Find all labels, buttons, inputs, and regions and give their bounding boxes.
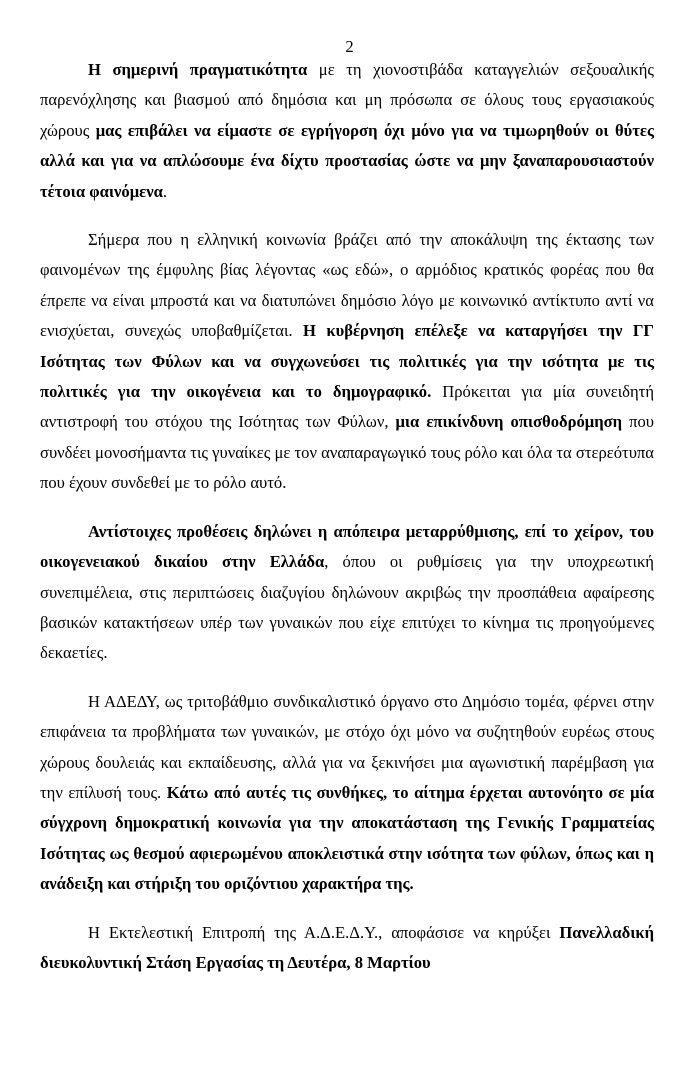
text-regular: με τη χιονοστιβάδα καταγγελιών σεξουαλικής παρενόχλησης και βιασμού από δημόσια και μη πρόσωπα σε όλους τους εργασιακούς χώρους: [40, 60, 654, 140]
document-body: [40, 55, 654, 978]
text-bold: Η κυβέρνηση επέλεξε να καταργήσει την ΓΓ Ισότητας των Φύλων και να συγχωνεύσει τις πολιτικές για την ισότητα με τις πολιτικές για την οικογένεια και το δημογραφικό.: [40, 321, 654, 402]
text-bold: Κάτω από αυτές τις συνθήκες, το αίτημα έρχεται αυτονόητο σε μία σύγχρονη δημοκρατική κοινωνία για την αποκατάσταση της Γενικής Γραμματείας Ισότητας ως θεσμού αφιερωμένου αποκλειστικά στην ισότητα των φύλων, όπως και η ανάδειξη και στήριξη του οριζόντιου χαρακτήρα της.: [40, 782, 654, 894]
paragraph-adedy: [40, 687, 654, 900]
paragraph-gender-secretariat: [40, 225, 654, 499]
text-regular: Πρόκειται για μία συνειδητή αντιστροφή του στόχου της Ισότητας των Φύλων,: [40, 382, 655, 432]
text-regular: , όπου οι ρυθμίσεις για την υποχρεωτική συνεπιμέλεια, στις περιπτώσεις διαζυγίου δηλώνουν ακριβώς την προσπάθεια αφαίρεσης βασικών κατακτήσεων υπέρ των γυναικών που είχε επιτύχει το κίνημα τις προηγούμενες δεκαετίες.: [40, 552, 654, 663]
paragraph-intro: [40, 55, 654, 207]
text-bold: μια επικίνδυνη οπισθοδρόμηση: [395, 412, 623, 432]
text-regular: που συνδέει μονοσήμαντα τις γυναίκες με τον αναπαραγωγικό τους ρόλο και όλα τα στερεότυπα που έχουν συνδεθεί με το ρόλο αυτό.: [40, 412, 654, 493]
text-regular: Η ΑΔΕΔΥ, ως τριτοβάθμιο συνδικαλιστικό όργανο στο Δημόσιο τομέα, φέρνει στην επιφάνεια τα προβλήματα των γυναικών, με στόχο όχι μόνο να συζητηθούν ευρέως στους χώρους δουλειάς και εκπαίδευσης, αλλά για να ξεκινήσει μια αγωνιστική παρέμβαση για την επίλυσή τους.: [40, 691, 654, 802]
text-bold: Η σημερινή πραγματικότητα: [88, 60, 308, 79]
text-bold: Πανελλαδική διευκολυντική Στάση Εργασίας τη Δευτέρα, 8 Μαρτίου: [40, 922, 654, 972]
text-bold: μας επιβάλει να είμαστε σε εγρήγορση όχι μόνο για να τιμωρηθούν οι θύτες αλλά και για να απλώσουμε ένα δίχτυ προστασίας ώστε να μην ξαναπαρουσιαστούν τέτοια φαινόμενα: [40, 120, 655, 201]
text-regular: .: [162, 181, 168, 201]
paragraph-strike: [40, 918, 654, 979]
text-regular: Σήμερα που η ελληνική κοινωνία βράζει από την αποκάλυψη της έκτασης των φαινομένων της έμφυλης βίας λέγοντας «ως εδώ», ο αρμόδιος κρατικός φορέας που θα έπρεπε να είναι μπροστά και να διατυπώνει δημόσιο λόγο με κοινωνικό αντίκτυπο αντί να ενισχύεται, συνεχώς υποβαθμίζεται.: [40, 230, 654, 341]
paragraph-family-law: [40, 517, 654, 669]
page-number: 2: [345, 37, 354, 56]
text-regular: Η Εκτελεστική Επιτροπή της Α.Δ.Ε.Δ.Υ., αποφάσισε να κηρύξει: [88, 922, 560, 942]
text-bold: Αντίστοιχες προθέσεις δηλώνει η απόπειρα μεταρρύθμισης, επί το χείρον, του οικογενειακού δικαίου στην Ελλάδα: [40, 521, 654, 572]
